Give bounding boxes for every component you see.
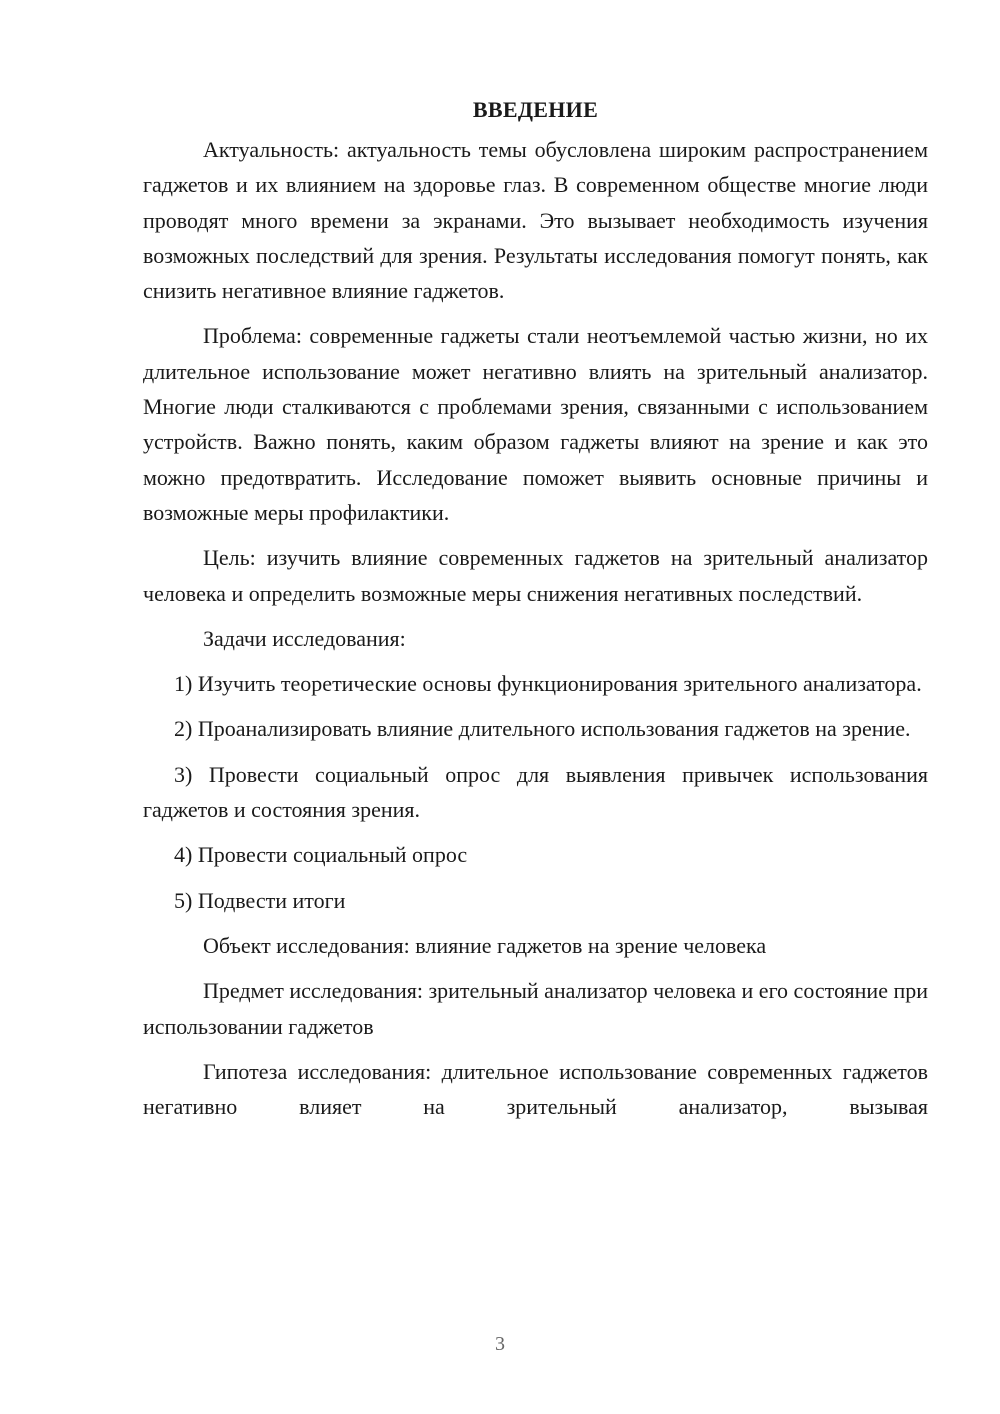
task-item-1: 1) Изучить теоретические основы функционирования зрительного анализатора. bbox=[174, 671, 922, 697]
task-item-2: 2) Проанализировать влияние длительного использования гаджетов на зрение. bbox=[174, 716, 911, 742]
task-item-4: 4) Провести социальный опрос bbox=[174, 842, 468, 868]
paragraph-subject: Предмет исследования: зрительный анализатор человека и его состояние при использовании гаджетов bbox=[143, 978, 929, 1039]
paragraph-problem: Проблема: современные гаджеты стали неотъемлемой частью жизни, но их длительное использование может негативно влиять на зрительный анализатор. Многие люди сталкиваются с проблемами зрения, связанными с использованием устройств. Важно понять, каким образом гаджеты влияют на зрение и как это можно предотвратить. Исследование поможет выявить основные причины и возможные меры профилактики. bbox=[143, 323, 928, 525]
page-number: 3 bbox=[495, 1333, 505, 1355]
paragraph-object: Объект исследования: влияние гаджетов на зрение человека bbox=[203, 932, 767, 958]
paragraph-hypothesis: Гипотеза исследования: длительное использование современных гаджетов негативно влияет на зрительный анализатор, вызывая bbox=[143, 1058, 928, 1120]
paragraph-goal: Цель: изучить влияние современных гаджетов на зрительный анализатор человека и определить возможные меры снижения негативных последствий. bbox=[143, 545, 928, 606]
section-title: ВВЕДЕНИЕ bbox=[472, 97, 599, 122]
task-item-5: 5) Подвести итоги bbox=[174, 887, 346, 913]
paragraph-relevance: Актуальность: актуальность темы обусловлена широким распространением гаджетов и их влиянием на здоровье глаз. В современном обществе многие люди проводят много времени за экранами. Это вызывает необходимость изучения возможных последствий для зрения. Результаты исследования помогут понять, как снизить негативное влияние гаджетов. bbox=[143, 137, 928, 304]
tasks-heading: Задачи исследования: bbox=[203, 625, 406, 651]
document-page bbox=[143, 92, 928, 1134]
task-item-3: 3) Провести социальный опрос для выявления привычек использования гаджетов и состояния зрения. bbox=[143, 761, 928, 823]
